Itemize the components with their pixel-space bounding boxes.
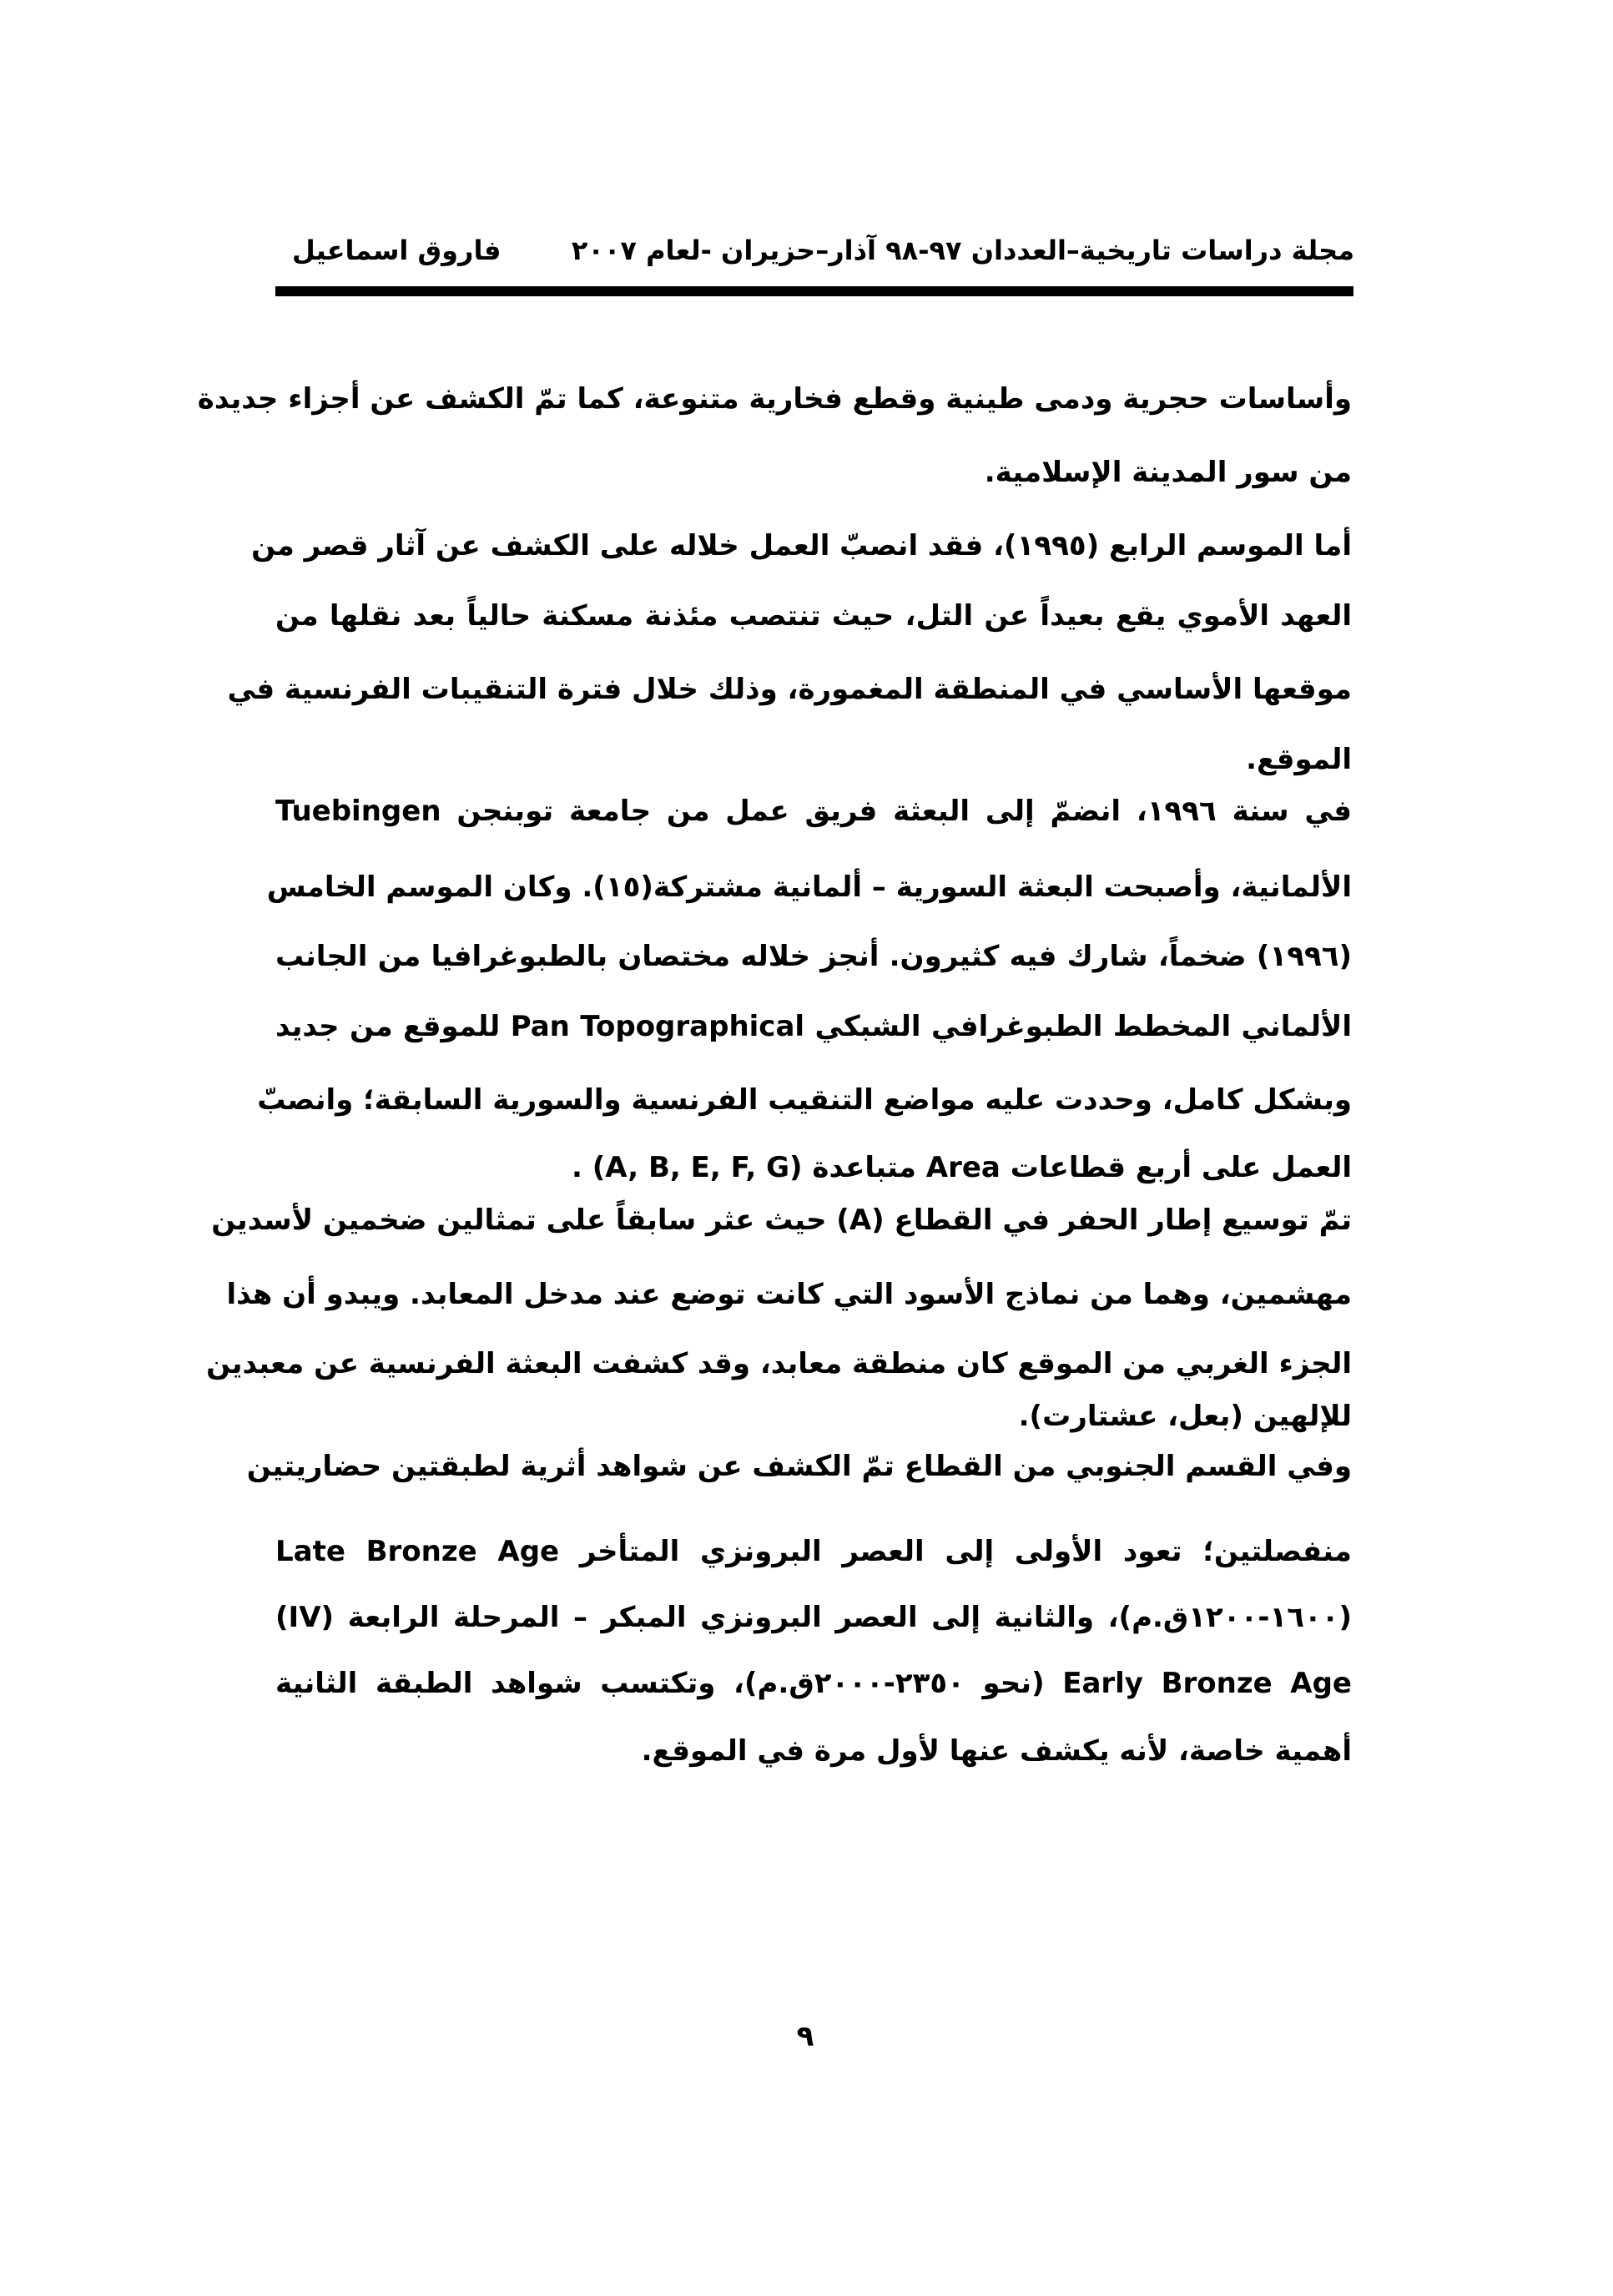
text-line: Early Bronze Age (نحو ٢٣٥٠-٢٠٠٠ق.م)، وتكتسب شواهد الطبقة الثانية [275,1667,1352,1700]
text-line: (١٩٩٦) ضخماً، شارك فيه كثيرون. أنجز خلاله مختصان بالطبوغرافيا من الجانب [275,940,1352,973]
text-line: الألماني المخطط الطبوغرافي الشبكي Pan Topographical للموقع من جديد [275,1010,1352,1043]
text-line: (١٦٠٠-١٢٠٠ق.م)، والثانية إلى العصر البرونزي المبكر – المرحلة الرابعة (IV) [275,1601,1352,1634]
text-line: للإلهين (بعل، عشتارت). [1018,1400,1352,1433]
text-line: وأساسات حجرية ودمى طينية وقطع فخارية متنوعة، كما تمّ الكشف عن أجزاء جديدة [197,382,1352,416]
text-line: العمل على أربع قطاعات Area متباعدة (A, B, E, F, G) . [571,1151,1352,1184]
page-number: ٩ [796,2020,814,2053]
text-line: أما الموسم الرابع (١٩٩٥)، فقد انصبّ العمل خلاله على الكشف عن آثار قصر من [251,529,1352,563]
text-line: الجزء الغربي من الموقع كان منطقة معابد، وقد كشفت البعثة الفرنسية عن معبدين [206,1347,1352,1380]
text-line: وبشكل كامل، وحددت عليه مواضع التنقيب الفرنسية والسورية السابقة؛ وانصبّ [257,1083,1352,1117]
text-line: مهشمين، وهما من نماذج الأسود التي كانت توضع عند مدخل المعابد. ويبدو أن هذا [226,1278,1352,1311]
text-line: الألمانية، وأصبحت البعثة السورية – ألمانية مشتركة(١٥). وكان الموسم الخامس [266,870,1352,904]
journal-title: مجلة دراسات تاريخية–العددان ٩٧-٩٨ آذار–حزيران -لعام ٢٠٠٧ [571,235,1354,266]
text-line: أهمية خاصة، لأنه يكشف عنها لأول مرة في الموقع. [641,1734,1352,1768]
text-line: وفي القسم الجنوبي من القطاع تمّ الكشف عن شواهد أثرية لطبقتين حضاريتين [246,1450,1352,1483]
text-line: العهد الأموي يقع بعيداً عن التل، حيث تنتصب مئذنة مسكنة حالياً بعد نقلها من [275,599,1352,633]
header-rule [275,286,1353,296]
text-line: في سنة ١٩٩٦، انضمّ إلى البعثة فريق عمل من جامعة توبنجن Tuebingen [275,795,1352,828]
text-line: تمّ توسيع إطار الحفر في القطاع (A) حيث عثر سابقاً على تمثالين ضخمين لأسدين [211,1204,1352,1237]
text-line: موقعها الأساسي في المنطقة المغمورة، وذلك خلال فترة التنقيبات الفرنسية في [227,673,1352,706]
text-line: من سور المدينة الإسلامية. [984,456,1352,489]
author-name: فاروق اسماعيل [292,235,502,266]
text-line: الموقع. [1246,743,1352,776]
text-line: منفصلتين؛ تعود الأولى إلى العصر البرونزي المتأخر Late Bronze Age [275,1535,1352,1568]
